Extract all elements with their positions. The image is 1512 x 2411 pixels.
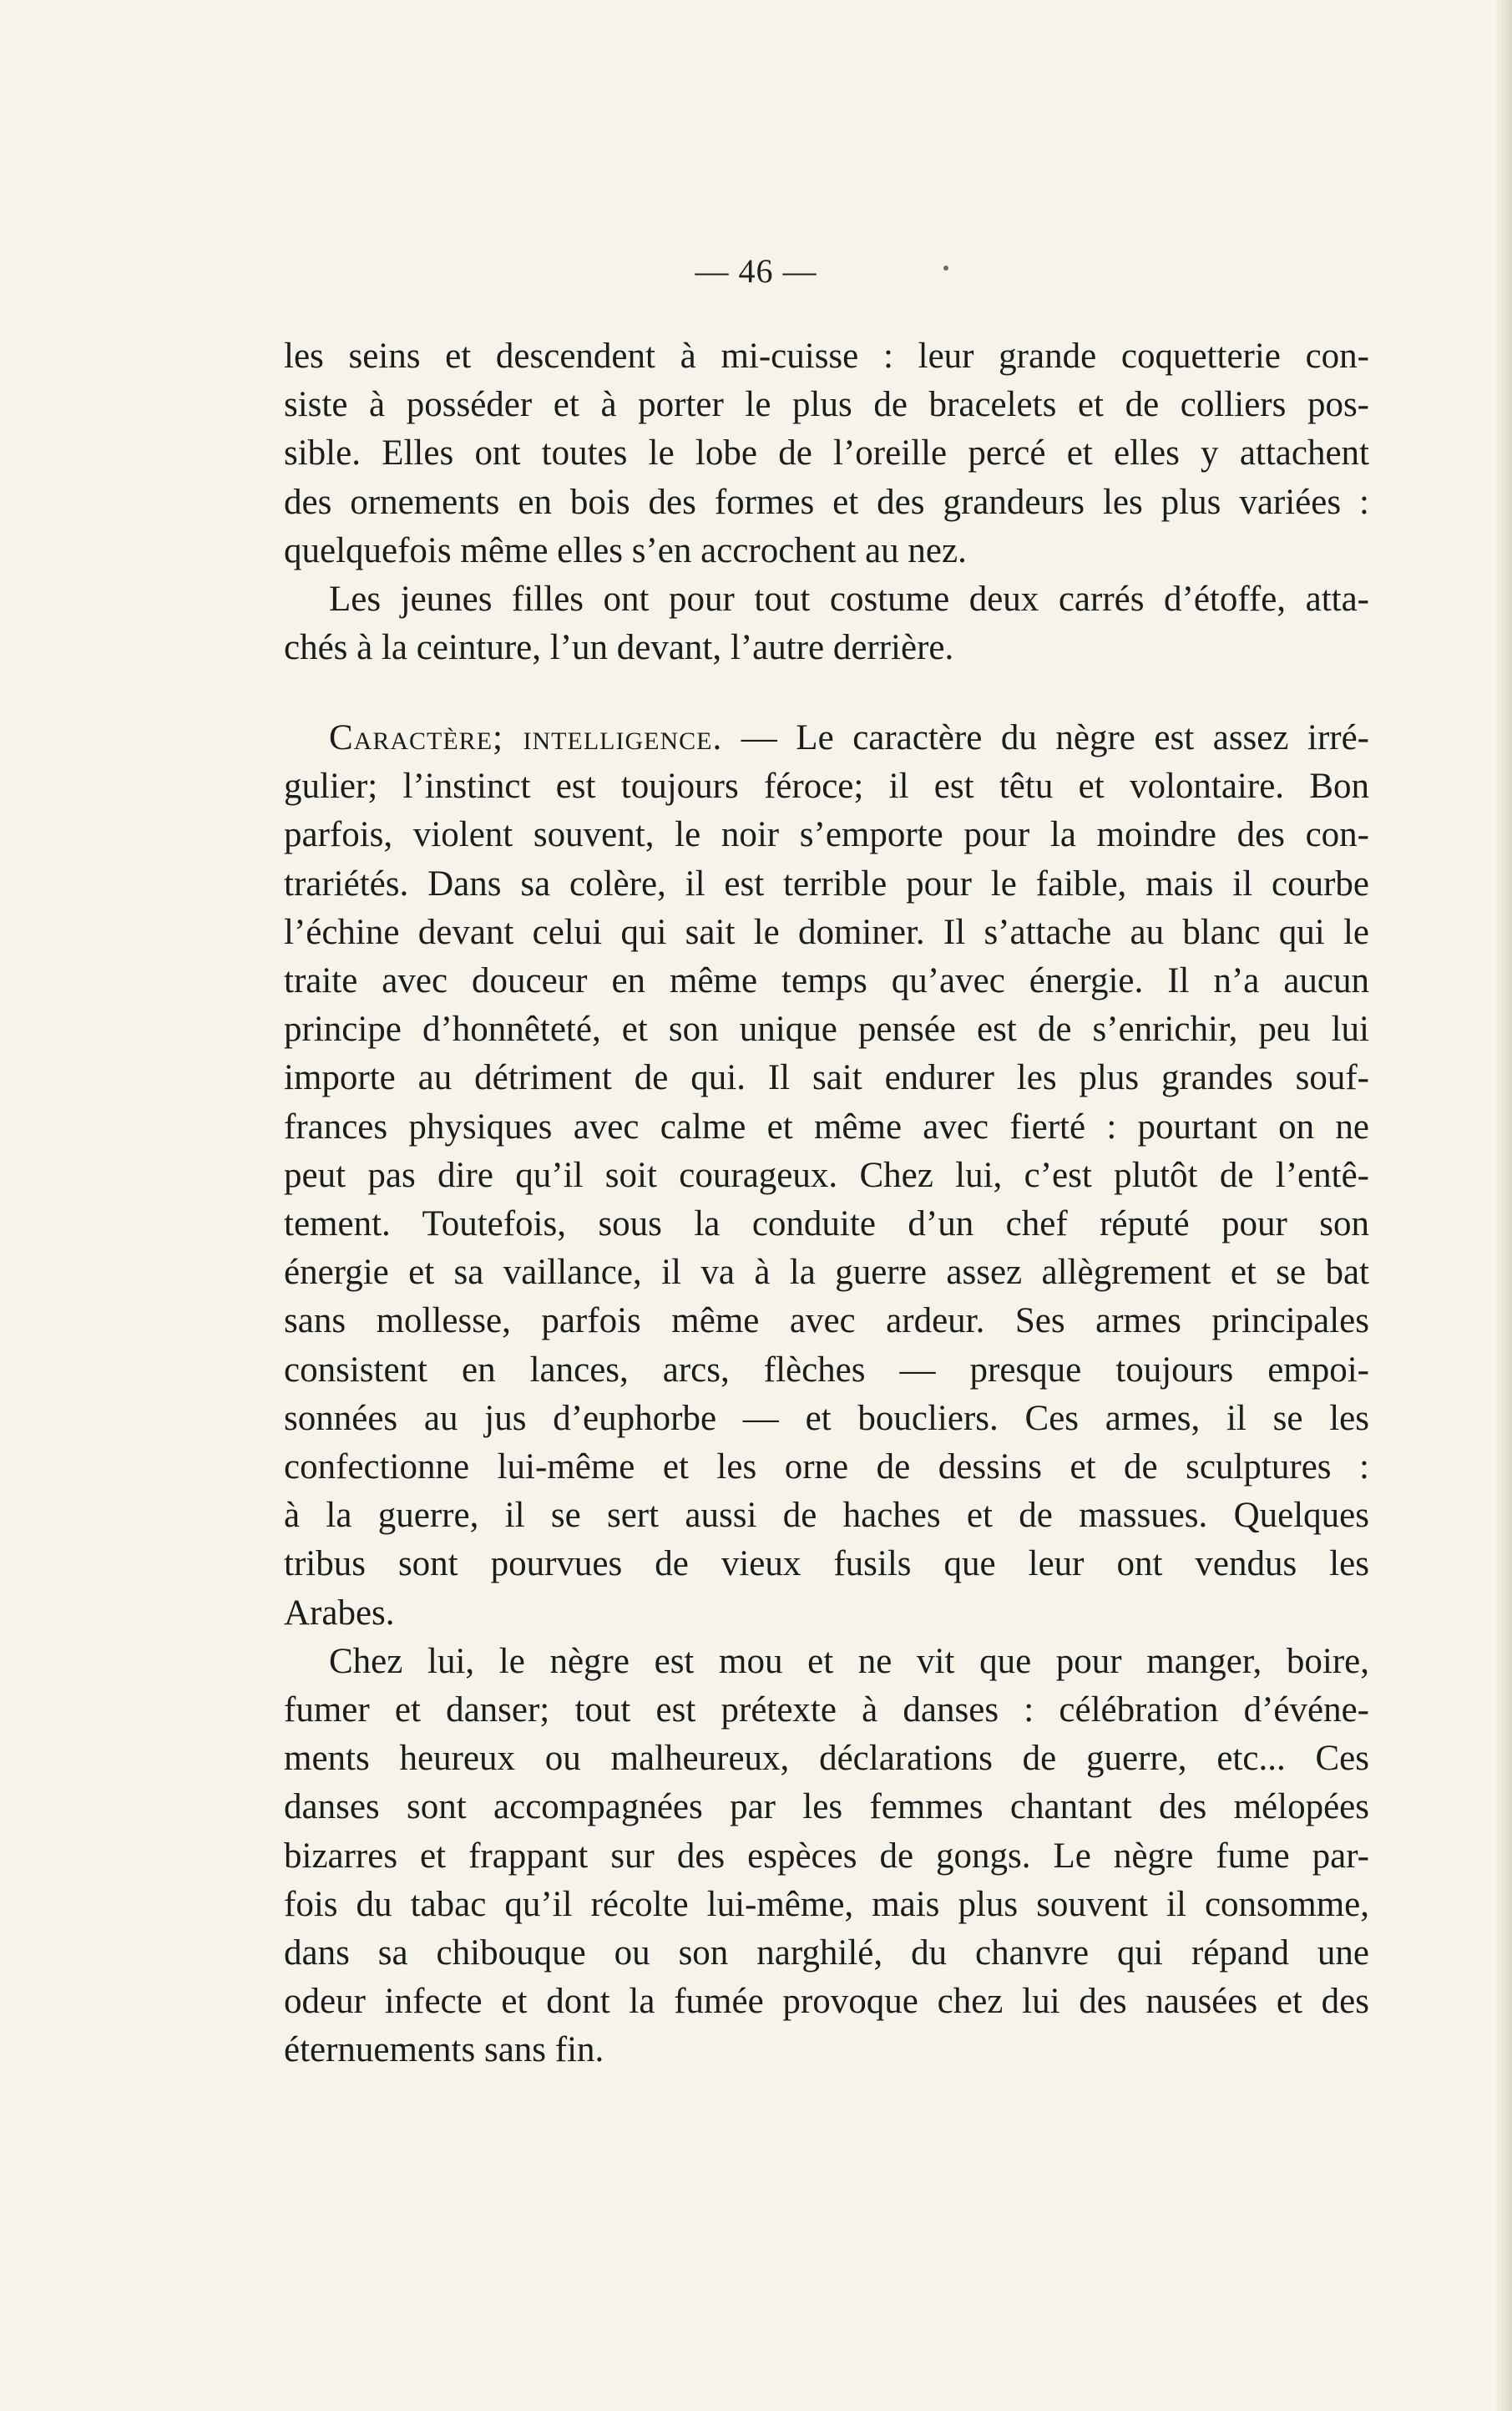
text-line: à la guerre, il se sert aussi de haches et de massues. Quelques [284,1496,1369,1536]
text-line: sible. Elles ont toutes le lobe de l’oreille percé et elles y attachent [284,433,1369,474]
paragraph-1 [284,332,1369,575]
section-heading: Caractère; intelligence. [329,718,723,757]
text-line: parfois, violent souvent, le noir s’emporte pour la moindre des con- [284,815,1369,855]
page-edge-shadow [1494,0,1512,2411]
paragraph-3 [284,714,1369,1638]
text-line: sonnées au jus d’euphorbe — et boucliers. Ces armes, il se les [284,1398,1369,1438]
paragraph-2 [284,575,1369,672]
text-line: fois du tabac qu’il récolte lui-même, mais plus souvent il consomme, [284,1884,1369,1924]
text-line: frances physiques avec calme et même avec fierté : pourtant on ne [284,1107,1369,1147]
text-line: danses sont accompagnées par les femmes chantant des mélopées [284,1787,1369,1827]
text-line [284,714,1369,762]
text-line: traite avec douceur en même temps qu’avec énergie. Il n’a aucun [284,961,1369,1001]
text-line: énergie et sa vaillance, il va à la guerre assez allègrement et se bat [284,1253,1369,1293]
text-line: éternuements sans fin. [284,2030,604,2070]
text-line: ments heureux ou malheureux, déclarations de guerre, etc... Ces [284,1739,1369,1779]
text-line: trariétés. Dans sa colère, il est terrible pour le faible, mais il courbe [284,864,1369,904]
text-line: tement. Toutefois, sous la conduite d’un chef réputé pour son [284,1204,1369,1244]
text-line: gulier; l’instinct est toujours féroce; il est têtu et volontaire. Bon [284,767,1369,807]
text-line: fumer et danser; tout est prétexte à danses : célébration d’événe- [284,1690,1369,1730]
print-speck [943,266,948,271]
text-block-upper [284,332,1369,672]
text-line: Chez lui, le nègre est mou et ne vit que pour manger, boire, [329,1641,1369,1681]
text-line: odeur infecte et dont la fumée provoque chez lui des nausées et des [284,1982,1369,2022]
text-line: Les jeunes filles ont pour tout costume deux carrés d’étoffe, atta- [329,580,1369,620]
text-line: siste à posséder et à porter le plus de bracelets et de colliers pos- [284,385,1369,425]
page-number: — 46 — [695,252,817,290]
heading-line-rest: — Le caractère du nègre est assez irré- [741,718,1369,757]
text-block-lower [284,714,1369,2075]
text-line: principe d’honnêteté, et son unique pensée est de s’enrichir, peu lui [284,1010,1369,1050]
text-line: des ornements en bois des formes et des grandeurs les plus variées : [284,482,1369,522]
text-line: confectionne lui-même et les orne de dessins et de sculptures : [284,1447,1369,1487]
text-line: tribus sont pourvues de vieux fusils que leur ont vendus les [284,1544,1369,1584]
paragraph-4 [284,1638,1369,2075]
text-line: l’échine devant celui qui sait le dominer. Il s’attache au blanc qui le [284,912,1369,952]
text-line: dans sa chibouque ou son narghilé, du chanvre qui répand une [284,1933,1369,1973]
text-line: peut pas dire qu’il soit courageux. Chez lui, c’est plutôt de l’entê- [284,1155,1369,1195]
text-line: quelquefois même elles s’en accrochent au nez. [284,530,967,570]
text-line: chés à la ceinture, l’un devant, l’autre derrière. [284,628,954,668]
text-line: Arabes. [284,1593,395,1633]
text-line: bizarres et frappant sur des espèces de gongs. Le nègre fume par- [284,1836,1369,1876]
text-line: consistent en lances, arcs, flèches — presque toujours empoi- [284,1350,1369,1390]
text-line: sans mollesse, parfois même avec ardeur. Ses armes principales [284,1301,1369,1341]
text-line: importe au détriment de qui. Il sait endurer les plus grandes souf- [284,1058,1369,1098]
text-line: les seins et descendent à mi-cuisse : leur grande coquetterie con- [284,337,1369,376]
